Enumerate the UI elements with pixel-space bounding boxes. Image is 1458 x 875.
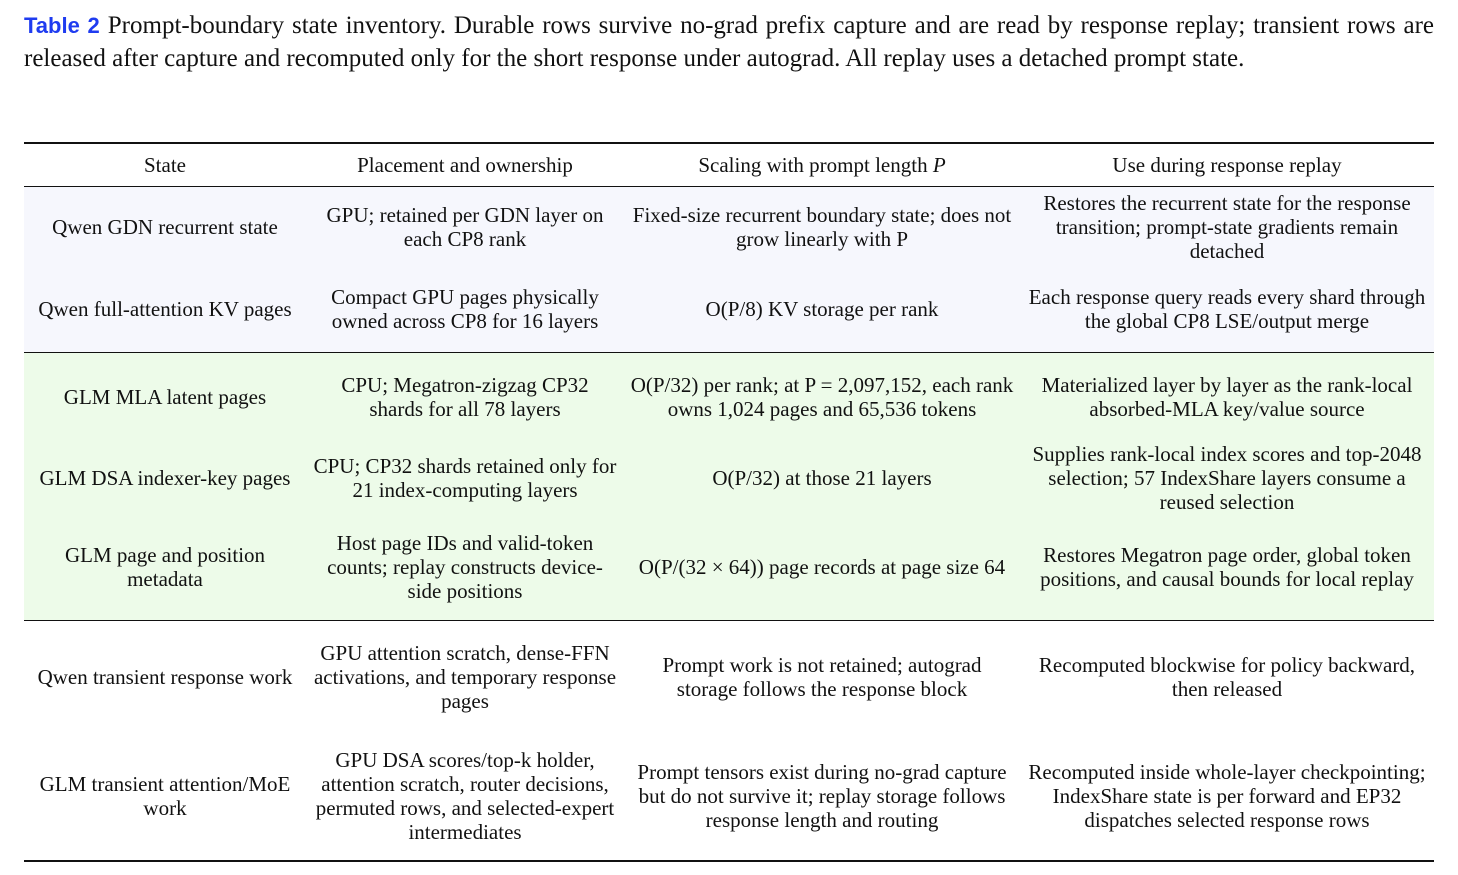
cell-state: Qwen full-attention KV pages [24,267,306,353]
cell-scaling: O(P/(32 × 64)) page records at page size 64 [624,515,1020,621]
cell-state: GLM DSA indexer-key pages [24,441,306,515]
cell-state: GLM transient attention/MoE work [24,733,306,861]
table-label: Table 2 [24,13,100,38]
cell-use: Restores the recurrent state for the response transition; prompt-state gradients remain detached [1020,187,1434,267]
cell-placement: Compact GPU pages physically owned across CP8 for 16 layers [306,267,624,353]
cell-placement: GPU; retained per GDN layer on each CP8 rank [306,187,624,267]
cell-scaling: O(P/32) per rank; at P = 2,097,152, each rank owns 1,024 pages and 65,536 tokens [624,353,1020,441]
header-state: State [24,143,306,187]
header-scaling-var: P [932,153,946,177]
header-row [24,143,1434,187]
header-use: Use during response replay [1020,143,1434,187]
table-caption [24,9,1434,75]
cell-use: Recomputed inside whole-layer checkpointing; IndexShare state is per forward and EP32 dispatches selected response rows [1020,733,1434,861]
table-row [24,621,1434,733]
cell-scaling: O(P/8) KV storage per rank [624,267,1020,353]
cell-state: Qwen transient response work [24,621,306,733]
cell-state: GLM MLA latent pages [24,353,306,441]
table-row [24,733,1434,861]
cell-use: Recomputed blockwise for policy backward, then released [1020,621,1434,733]
cell-scaling: Prompt tensors exist during no-grad capture but do not survive it; replay storage follows response length and routing [624,733,1020,861]
cell-placement: GPU attention scratch, dense-FFN activations, and temporary response pages [306,621,624,733]
state-inventory-table [24,142,1434,862]
caption-text: Prompt-boundary state inventory. Durable rows survive no-grad prefix capture and are read by response replay; transient rows are released after capture and recomputed only for the short response under autograd. All replay uses a detached prompt state. [24,12,1434,72]
table-row [24,353,1434,441]
header-scaling-text: Scaling with prompt length [698,153,933,177]
cell-use: Materialized layer by layer as the rank-local absorbed-MLA key/value source [1020,353,1434,441]
cell-state: GLM page and position metadata [24,515,306,621]
cell-scaling: O(P/32) at those 21 layers [624,441,1020,515]
cell-use: Supplies rank-local index scores and top-2048 selection; 57 IndexShare layers consume a reused selection [1020,441,1434,515]
header-scaling [624,143,1020,187]
cell-scaling: Prompt work is not retained; autograd storage follows the response block [624,621,1020,733]
cell-state: Qwen GDN recurrent state [24,187,306,267]
table-row [24,187,1434,267]
table-row [24,441,1434,515]
table-row [24,515,1434,621]
table-row [24,267,1434,353]
cell-scaling: Fixed-size recurrent boundary state; does not grow linearly with P [624,187,1020,267]
cell-placement: Host page IDs and valid-token counts; replay constructs device-side positions [306,515,624,621]
cell-use: Restores Megatron page order, global token positions, and causal bounds for local replay [1020,515,1434,621]
cell-use: Each response query reads every shard through the global CP8 LSE/output merge [1020,267,1434,353]
header-placement: Placement and ownership [306,143,624,187]
state-inventory-table-container [24,142,1434,862]
cell-placement: CPU; CP32 shards retained only for 21 index-computing layers [306,441,624,515]
cell-placement: CPU; Megatron-zigzag CP32 shards for all 78 layers [306,353,624,441]
cell-placement: GPU DSA scores/top-k holder, attention scratch, router decisions, permuted rows, and selected-expert intermediates [306,733,624,861]
